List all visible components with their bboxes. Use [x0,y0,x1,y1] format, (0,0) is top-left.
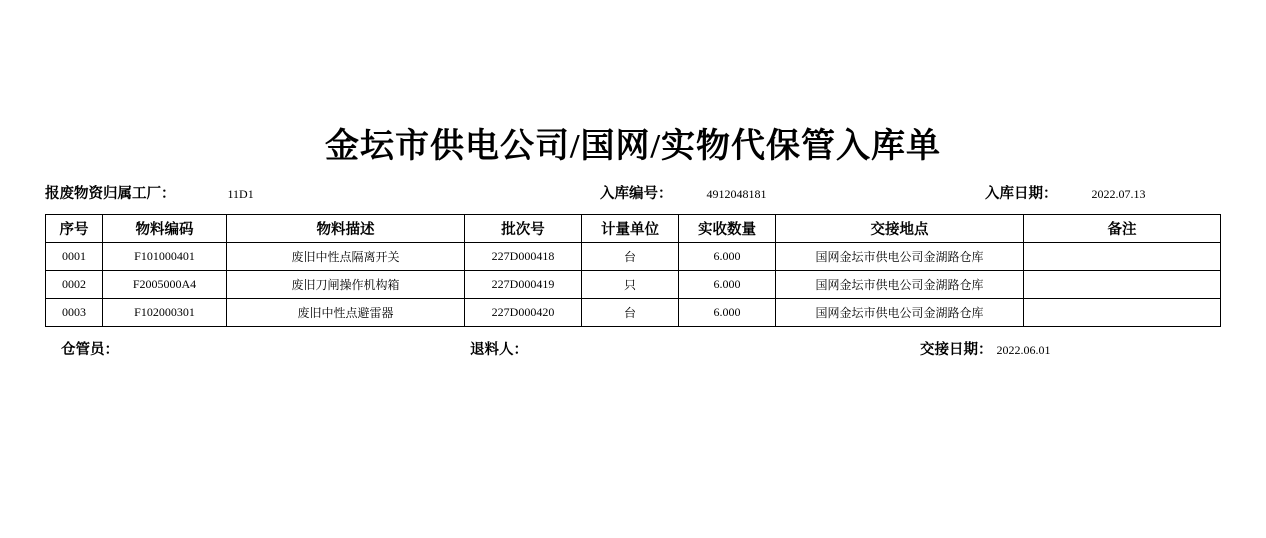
meta-inbound-no-label: 入库编号： [600,186,673,202]
meta-factory-label: 报废物资归属工厂： [45,186,176,202]
cell-batch-no: 227D000418 [465,243,582,271]
table-row [46,243,1221,271]
footer-handover-date [920,338,1051,359]
column-header-quantity: 实收数量 [679,215,776,243]
document-meta-row [45,182,1220,204]
cell-remark [1024,243,1221,271]
cell-unit: 台 [582,243,679,271]
cell-remark [1024,271,1221,299]
cell-material-code: F2005000A4 [103,271,227,299]
cell-material-code: F101000401 [103,243,227,271]
meta-inbound-date-value: 2022.07.13 [1091,187,1146,201]
column-header-description: 物料描述 [227,215,465,243]
cell-unit: 只 [582,271,679,299]
meta-factory-value: 11D1 [227,187,254,201]
cell-location: 国网金坛市供电公司金湖路仓库 [776,299,1024,327]
cell-batch-no: 227D000419 [465,271,582,299]
cell-remark [1024,299,1221,327]
cell-description: 废旧中性点避雷器 [227,299,465,327]
cell-description: 废旧刀闸操作机构箱 [227,271,465,299]
document-footer-row [45,338,1220,362]
meta-inbound-no-value: 4912048181 [706,187,767,201]
column-header-remark: 备注 [1024,215,1221,243]
cell-unit: 台 [582,299,679,327]
cell-seq: 0002 [46,271,103,299]
cell-quantity: 6.000 [679,299,776,327]
footer-handover-date-value: 2022.06.01 [996,343,1051,357]
cell-quantity: 6.000 [679,271,776,299]
meta-inbound-no [600,182,767,203]
column-header-material-code: 物料编码 [103,215,227,243]
footer-keeper-label: 仓管员： [61,342,119,358]
cell-material-code: F102000301 [103,299,227,327]
footer-returner-label: 退料人： [470,342,528,358]
materials-table [45,214,1221,327]
column-header-seq: 序号 [46,215,103,243]
table-row [46,271,1221,299]
cell-seq: 0003 [46,299,103,327]
footer-returner [470,338,528,359]
page-title: 金坛市供电公司/国网/实物代保管入库单 [325,128,941,165]
cell-seq: 0001 [46,243,103,271]
footer-handover-date-label: 交接日期： [920,342,993,358]
cell-quantity: 6.000 [679,243,776,271]
column-header-batch-no: 批次号 [465,215,582,243]
cell-batch-no: 227D000420 [465,299,582,327]
column-header-location: 交接地点 [776,215,1024,243]
cell-location: 国网金坛市供电公司金湖路仓库 [776,271,1024,299]
cell-location: 国网金坛市供电公司金湖路仓库 [776,243,1024,271]
cell-description: 废旧中性点隔离开关 [227,243,465,271]
meta-inbound-date [985,182,1146,203]
footer-keeper [61,338,119,359]
table-header-row [46,215,1221,243]
table-row [46,299,1221,327]
meta-factory [45,182,254,203]
meta-inbound-date-label: 入库日期： [985,186,1058,202]
column-header-unit: 计量单位 [582,215,679,243]
